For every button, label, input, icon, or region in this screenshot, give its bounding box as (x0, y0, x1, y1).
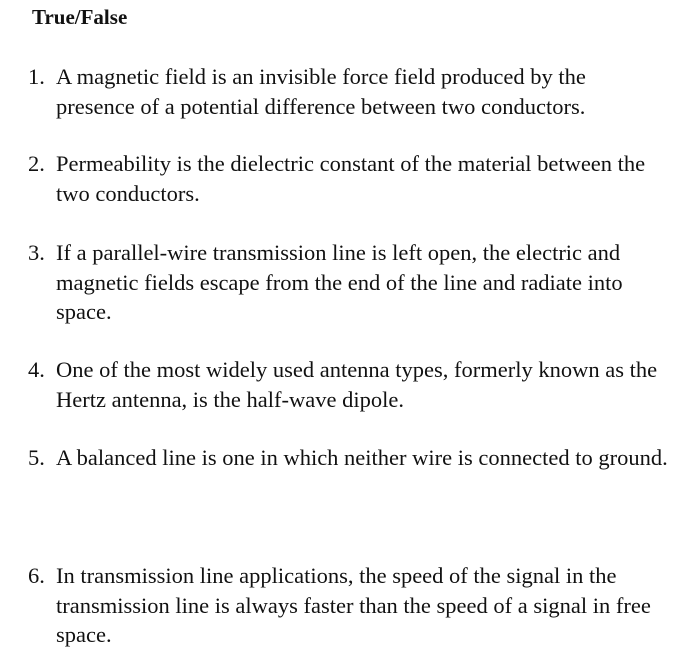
question-item-5 (28, 443, 668, 473)
question-number: 2. (28, 151, 45, 176)
question-number: 5. (28, 445, 45, 470)
question-number: 6. (28, 563, 45, 588)
question-item-4 (28, 355, 668, 414)
question-text: A magnetic field is an invisible force field produced by the presence of a potential difference between two conductors. (56, 64, 586, 119)
question-item-1 (28, 62, 668, 121)
question-number: 3. (28, 240, 45, 265)
question-number: 1. (28, 64, 45, 89)
question-text: In transmission line applications, the speed of the signal in the transmission line is always faster than the speed of a signal in free space. (56, 563, 651, 647)
question-item-3 (28, 238, 668, 327)
question-text: One of the most widely used antenna types, formerly known as the Hertz antenna, is the half-wave dipole. (56, 357, 658, 412)
question-number: 4. (28, 357, 45, 382)
question-text: Permeability is the dielectric constant of the material between the two conductors. (56, 151, 646, 206)
question-text: A balanced line is one in which neither wire is connected to ground. (56, 445, 668, 470)
question-item-6 (28, 561, 668, 650)
question-item-2 (28, 149, 668, 208)
page-title: True/False (32, 5, 128, 29)
question-text: If a parallel-wire transmission line is left open, the electric and magnetic fields escape from the end of the line and radiate into space. (56, 240, 623, 324)
